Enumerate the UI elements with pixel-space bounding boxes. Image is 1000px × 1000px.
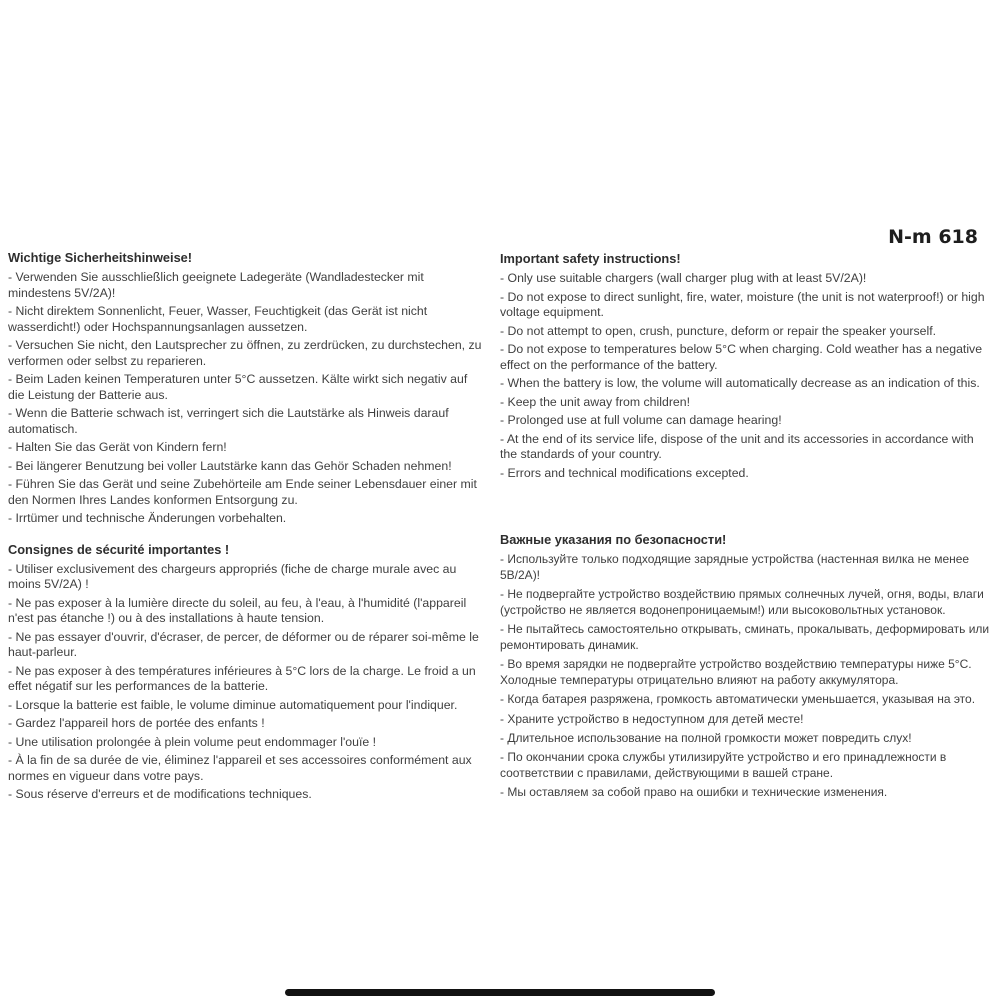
- instruction-item: - Gardez l'appareil hors de portée des enfants !: [8, 716, 265, 730]
- russian-instruction-list: [500, 552, 992, 801]
- instruction-item: - Ne pas exposer à des températures inférieures à 5°C lors de la charge. Le froid a un effet négatif sur les performances de la batterie.: [8, 663, 476, 693]
- instruction-item: - Utiliser exclusivement des chargeurs appropriés (fiche de charge murale avec au moins 5V/2A) !: [8, 561, 457, 591]
- section-russian: [500, 533, 992, 801]
- instruction-item: - Prolonged use at full volume can damage hearing!: [500, 413, 782, 427]
- instruction-item: - Не пытайтесь самостоятельно открывать, сминать, прокалывать, деформировать или ремонтировать динамик.: [500, 622, 990, 652]
- model-number-label: N-m 618: [888, 226, 978, 248]
- instruction-item: - Bei längerer Benutzung bei voller Lautstärke kann das Gehör Schaden nehmen!: [8, 458, 452, 473]
- instruction-item: - Only use suitable chargers (wall charger plug with at least 5V/2A)!: [500, 271, 867, 285]
- instruction-item: - Do not expose to temperatures below 5°C when charging. Cold weather has a negative effect on the performance of the battery.: [500, 342, 983, 372]
- english-instruction-list: [500, 271, 992, 481]
- instruction-item: - At the end of its service life, dispose of the unit and its accessories in accordance with the standards of your country.: [500, 431, 974, 461]
- french-section-heading: Consignes de sécurité importantes !: [8, 541, 230, 557]
- instruction-item: - Halten Sie das Gerät von Kindern fern!: [8, 440, 227, 454]
- instruction-item: - Nicht direktem Sonnenlicht, Feuer, Wasser, Feuchtigkeit (das Gerät ist nicht wasserdicht!) oder Hochspannungsanlagen aussetzen.: [8, 304, 428, 334]
- instruction-item: - Храните устройство в недоступном для детей месте!: [500, 711, 804, 726]
- section-german: [8, 251, 484, 527]
- section-french: [8, 543, 484, 803]
- german-instruction-list: [8, 270, 484, 527]
- instruction-item: - Lorsque la batterie est faible, le volume diminue automatiquement pour l'indiquer.: [8, 697, 458, 712]
- instruction-item: - Keep the unit away from children!: [500, 394, 691, 409]
- section-english: [500, 252, 992, 481]
- instruction-item: - Une utilisation prolongée à plein volume peut endommager l'ouïe !: [8, 734, 377, 749]
- instruction-item: - Во время зарядки не подвергайте устройство воздействию температуры ниже 5°C. Холодные температуры отрицательно влияют на работу аккумулятора.: [500, 657, 972, 688]
- instruction-item: - Мы оставляем за собой право на ошибки и технические изменения.: [500, 785, 888, 800]
- french-instruction-list: [8, 562, 484, 803]
- instruction-item: - À la fin de sa durée de vie, éliminez l'appareil et ses accessoires conformément aux normes en vigueur dans votre pays.: [8, 753, 472, 783]
- home-indicator-bar[interactable]: [285, 989, 715, 996]
- instruction-item: - Verwenden Sie ausschließlich geeignete Ladegeräte (Wandladestecker mit mindestens 5V/2A)!: [8, 270, 424, 300]
- left-column: [8, 251, 484, 806]
- instruction-item: - Не подвергайте устройство воздействию прямых солнечных лучей, огня, воды, влаги (устройство не является водонепроницаемым!) или высоковольтных установок.: [500, 587, 984, 617]
- instruction-item: - Ne pas exposer à la lumière directe du soleil, au feu, à l'eau, à l'humidité (l'appareil n'est pas étanche !) ou à des installations à haute tension.: [8, 595, 467, 625]
- instruction-item: - Do not expose to direct sunlight, fire, water, moisture (the unit is not waterproof!) or high voltage equipment.: [500, 289, 985, 319]
- instruction-item: - Когда батарея разряжена, громкость автоматически уменьшается, указывая на это.: [500, 692, 976, 707]
- english-section-heading: Important safety instructions!: [500, 251, 681, 266]
- instruction-item: - Führen Sie das Gerät und seine Zubehörteile am Ende seiner Lebensdauer einer mit den Normen Ihres Landes konformen Entsorgung zu.: [8, 477, 477, 507]
- german-section-heading: Wichtige Sicherheitshinweise!: [8, 250, 193, 265]
- instruction-item: - Sous réserve d'erreurs et de modifications techniques.: [8, 787, 312, 801]
- instruction-item: - Versuchen Sie nicht, den Lautsprecher zu öffnen, zu zerdrücken, zu durchstechen, zu verformen oder selbst zu reparieren.: [8, 338, 482, 368]
- instruction-item: - Длительное использование на полной громкости может повредить слух!: [500, 730, 912, 745]
- russian-section-heading: Важные указания по безопасности!: [500, 532, 727, 547]
- instruction-item: - Errors and technical modifications excepted.: [500, 465, 749, 480]
- instruction-item: - Beim Laden keinen Temperaturen unter 5°C aussetzen. Kälte wirkt sich negativ auf die Leistung der Batterie aus.: [8, 372, 468, 402]
- instruction-item: - When the battery is low, the volume will automatically decrease as an indication of this.: [500, 376, 980, 390]
- instruction-item: - Do not attempt to open, crush, puncture, deform or repair the speaker yourself.: [500, 323, 937, 338]
- right-column: [500, 226, 992, 805]
- instruction-item: - Irrtümer und technische Änderungen vorbehalten.: [8, 511, 287, 525]
- instruction-item: - По окончании срока службы утилизируйте устройство и его принадлежности в соответствии с правилами, действующими в вашей стране.: [500, 750, 947, 781]
- instruction-item: - Используйте только подходящие зарядные устройства (настенная вилка не менее 5В/2А)!: [500, 552, 970, 582]
- instruction-item: - Wenn die Batterie schwach ist, verringert sich die Lautstärke als Hinweis darauf automatisch.: [8, 406, 449, 436]
- instruction-item: - Ne pas essayer d'ouvrir, d'écraser, de percer, de déformer ou de réparer soi-même le haut-parleur.: [8, 629, 479, 659]
